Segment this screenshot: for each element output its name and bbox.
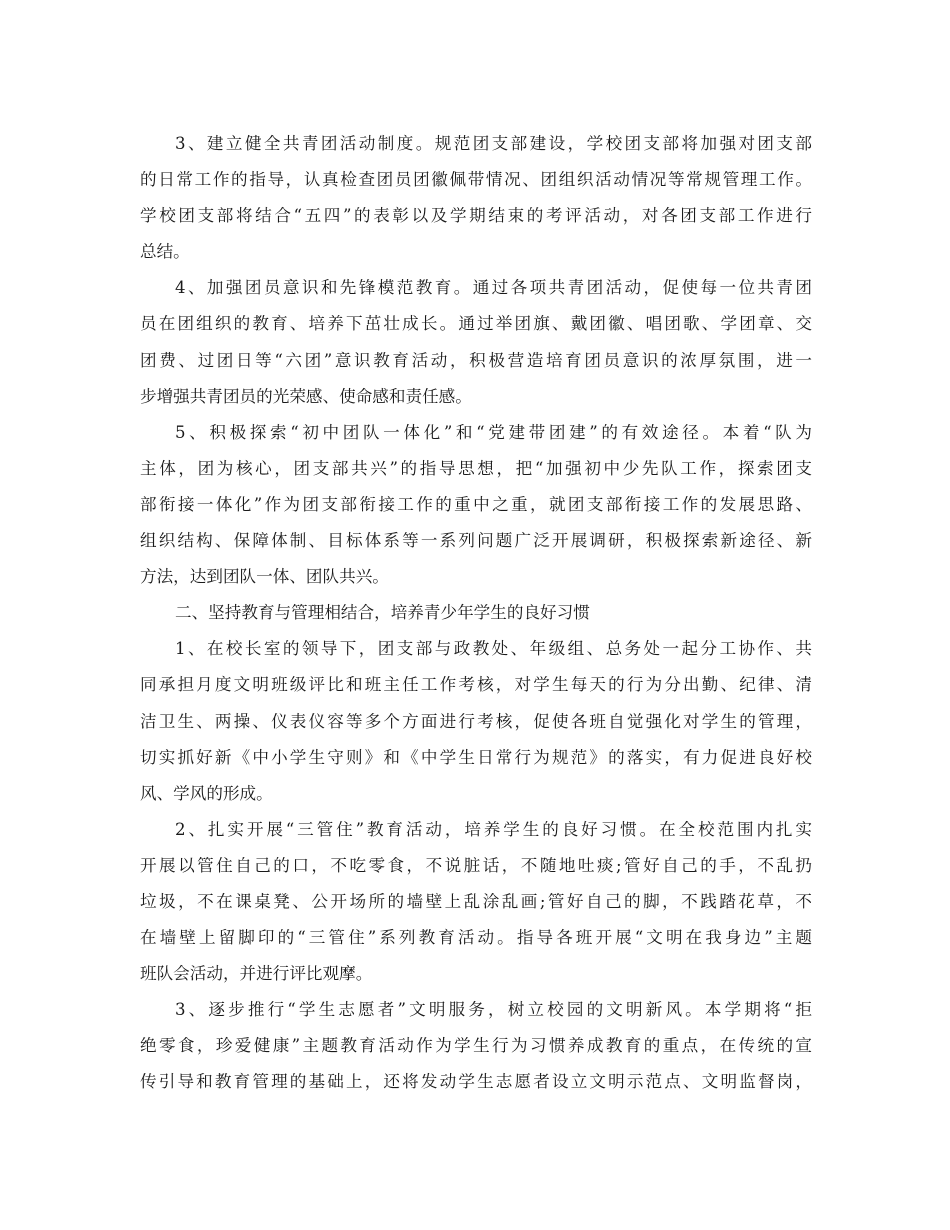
text-line: 在墙壁上留脚印的“三管住”系列教育活动。指导各班开展“文明在我身边”主题 <box>140 928 812 948</box>
text-line: 部衔接一体化”作为团支部衔接工作的重中之重，就团支部衔接工作的发展思路、 <box>140 494 812 514</box>
text-line: 4、加强团员意识和先锋模范教育。通过各项共青团活动，促使每一位共青团 <box>175 278 812 298</box>
text-line: 传引导和教育管理的基础上，还将发动学生志愿者设立文明示范点、文明监督岗， <box>140 1072 812 1092</box>
text-line: 开展以管住自己的口，不吃零食，不说脏话，不随地吐痰;管好自己的手，不乱扔 <box>140 855 812 875</box>
text-line: 1、在校长室的领导下，团支部与政教处、年级组、总务处一起分工协作、共 <box>175 639 812 659</box>
text-line: 的日常工作的指导，认真检查团员团徽佩带情况、团组织活动情况等常规管理工作。 <box>140 170 812 190</box>
section-heading: 二、坚持教育与管理相结合，培养青少年学生的良好习惯 <box>175 603 590 623</box>
text-line: 班队会活动，并进行评比观摩。 <box>140 964 373 984</box>
text-line: 团费、过团日等“六团”意识教育活动，积极营造培育团员意识的浓厚氛围，进一 <box>140 350 812 370</box>
text-line: 垃圾，不在课桌凳、公开场所的墙壁上乱涂乱画;管好自己的脚，不践踏花草，不 <box>140 891 812 911</box>
text-line: 总结。 <box>140 242 190 262</box>
text-line: 切实抓好新《中小学生守则》和《中学生日常行为规范》的落实，有力促进良好校 <box>140 747 812 767</box>
text-line: 3、逐步推行“学生志愿者”文明服务，树立校园的文明新风。本学期将“拒 <box>175 1000 812 1020</box>
document-body <box>140 126 812 1101</box>
text-line: 主体，团为核心，团支部共兴”的指导思想，把“加强初中少先队工作，探索团支 <box>140 458 812 478</box>
text-line: 组织结构、保障体制、目标体系等一系列问题广泛开展调研，积极探索新途径、新 <box>140 531 812 551</box>
text-line: 绝零食，珍爱健康”主题教育活动作为学生行为习惯养成教育的重点，在传统的宣 <box>140 1036 812 1056</box>
text-line: 5、积极探索“初中团队一体化”和“党建带团建”的有效途径。本着“队为 <box>175 422 812 442</box>
text-line: 员在团组织的教育、培养下茁壮成长。通过举团旗、戴团徽、唱团歌、学团章、交 <box>140 314 812 334</box>
text-line: 2、扎实开展“三管住”教育活动，培养学生的良好习惯。在全校范围内扎实 <box>175 819 812 839</box>
text-line: 洁卫生、两操、仪表仪容等多个方面进行考核，促使各班自觉强化对学生的管理， <box>140 711 812 731</box>
text-line: 风、学风的形成。 <box>140 783 273 803</box>
text-line: 3、建立健全共青团活动制度。规范团支部建设，学校团支部将加强对团支部 <box>175 134 812 153</box>
text-line: 学校团支部将结合“五四”的表彰以及学期结束的考评活动，对各团支部工作进行 <box>140 206 812 226</box>
text-line: 同承担月度文明班级评比和班主任工作考核，对学生每天的行为分出勤、纪律、清 <box>140 675 812 695</box>
text-line: 方法，达到团队一体、团队共兴。 <box>140 567 389 587</box>
text-line: 步增强共青团员的光荣感、使命感和责任感。 <box>140 386 472 406</box>
